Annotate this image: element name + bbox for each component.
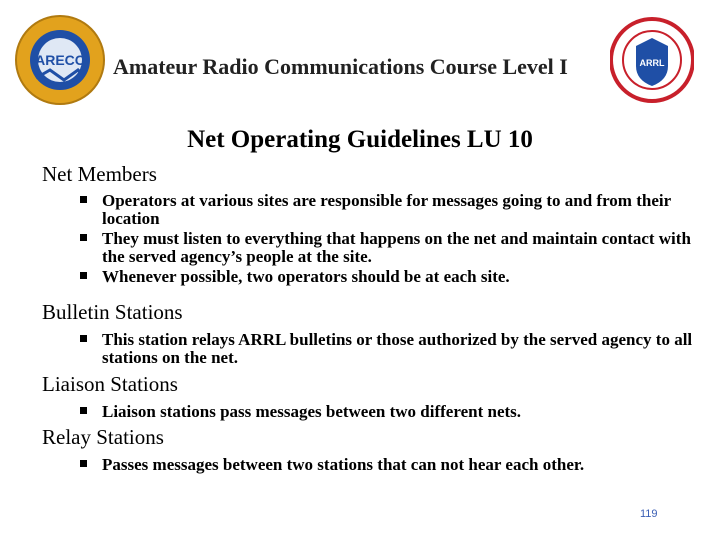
net-members-bullets — [80, 192, 700, 288]
section-heading-bulletin-stations: Bulletin Stations — [42, 300, 183, 324]
course-title: Amateur Radio Communications Course Level I — [113, 54, 568, 79]
section-heading-relay-stations: Relay Stations — [42, 425, 164, 449]
list-item — [80, 403, 700, 421]
list-item — [80, 331, 700, 367]
bullet-text: They must listen to everything that happens on the net and maintain contact with the served agency’s people at the site. — [102, 229, 691, 266]
section-heading-liaison-stations: Liaison Stations — [42, 372, 178, 396]
bullet-marker — [80, 272, 87, 279]
ares-logo — [610, 14, 694, 106]
slide-title: Net Operating Guidelines LU 10 — [187, 126, 533, 153]
svg-text:ARRL: ARRL — [639, 58, 665, 68]
bullet-text: Liaison stations pass messages between two different nets. — [102, 402, 522, 421]
bullet-marker — [80, 335, 87, 342]
list-item — [80, 192, 700, 228]
arecc-logo — [14, 14, 106, 106]
svg-text:ARECC: ARECC — [35, 52, 85, 68]
list-item — [80, 268, 700, 286]
list-item — [80, 456, 700, 474]
bullet-marker — [80, 460, 87, 467]
section-heading-net-members: Net Members — [42, 162, 157, 186]
bulletin-stations-bullets — [80, 331, 700, 369]
bullet-text: This station relays ARRL bulletins or those authorized by the served agency to all stations on the net. — [102, 330, 693, 367]
bullet-text: Operators at various sites are responsible for messages going to and from their location — [102, 191, 671, 228]
bullet-text: Passes messages between two stations that can not hear each other. — [102, 455, 585, 474]
liaison-stations-bullets — [80, 403, 700, 423]
bullet-marker — [80, 407, 87, 414]
bullet-marker — [80, 234, 87, 241]
page-number: 119 — [640, 508, 658, 520]
relay-stations-bullets — [80, 456, 700, 476]
list-item — [80, 230, 700, 266]
bullet-marker — [80, 196, 87, 203]
bullet-text: Whenever possible, two operators should be at each site. — [102, 267, 510, 286]
